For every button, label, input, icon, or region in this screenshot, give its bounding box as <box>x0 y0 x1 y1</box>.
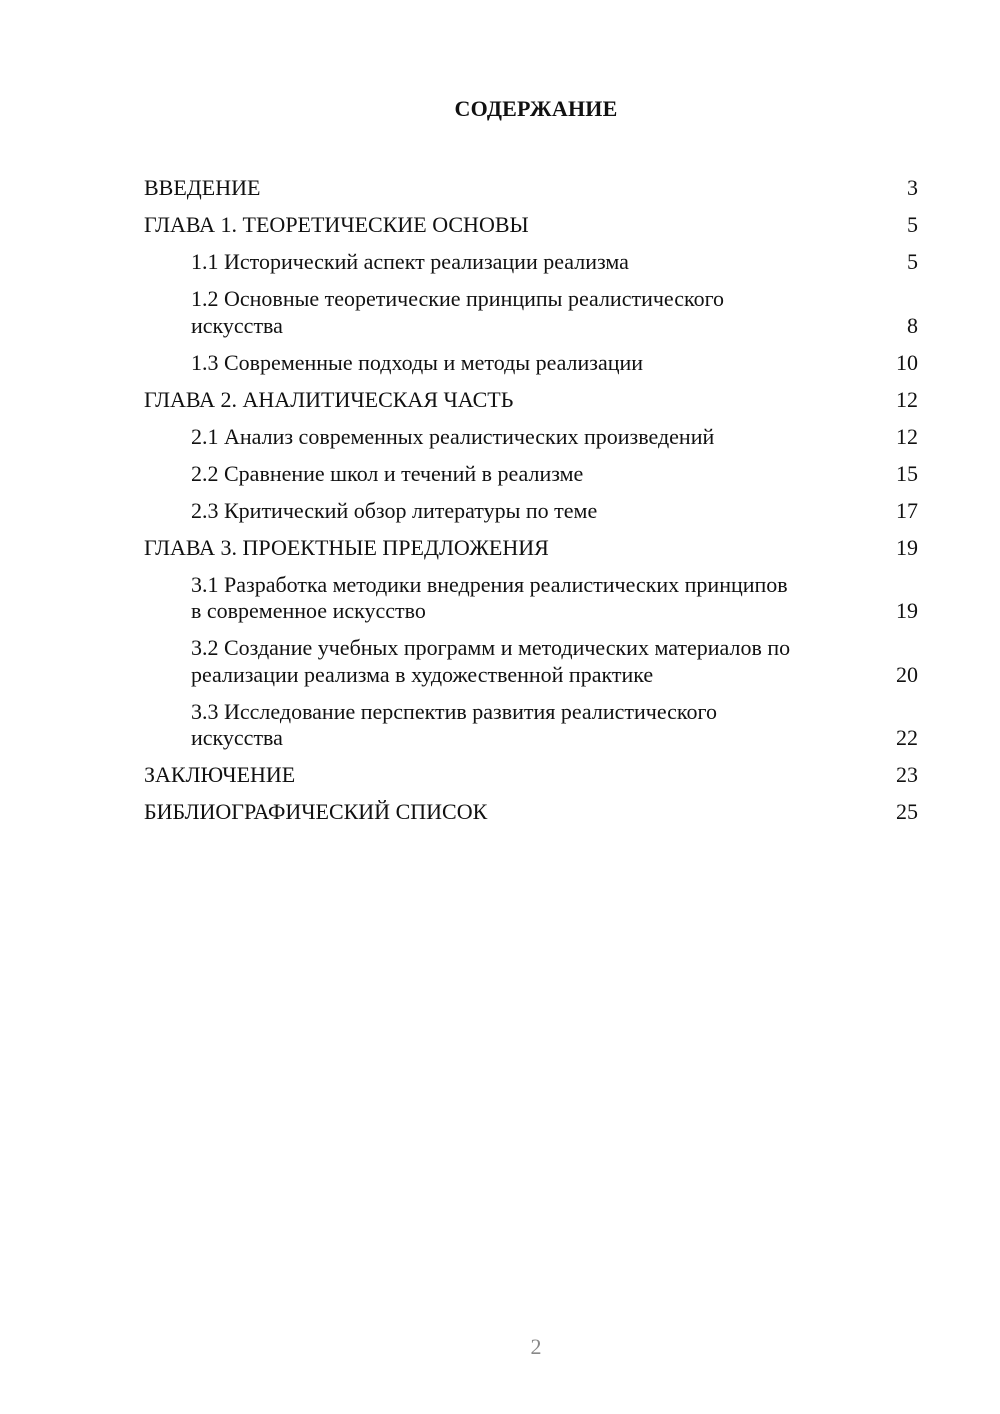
page-number: 2 <box>530 1334 542 1359</box>
toc-entry-label: 1.2 Основные теоретические принципы реалистического искусства <box>191 286 725 338</box>
toc-entry-page: 10 <box>896 349 918 375</box>
toc-entry-page: 3 <box>907 175 918 200</box>
toc-entry-page: 5 <box>907 212 918 237</box>
toc-entry-label: ЗАКЛЮЧЕНИЕ <box>144 762 296 787</box>
toc-entry-label: ГЛАВА 1. ТЕОРЕТИЧЕСКИЕ ОСНОВЫ <box>144 212 529 237</box>
toc-entry-page: 17 <box>896 497 918 523</box>
toc-entry-label: 2.1 Анализ современных реалистических произведений <box>191 423 715 449</box>
toc-entry-label: 1.1 Исторический аспект реализации реализма <box>191 249 629 274</box>
toc-entry-section-1-2 <box>144 281 918 345</box>
toc-entry-conclusion <box>144 757 918 794</box>
toc-entry-page: 19 <box>896 534 918 560</box>
toc-entry-page: 5 <box>907 249 918 274</box>
toc-entry-label: 1.3 Современные подходы и методы реализации <box>191 349 644 375</box>
toc-entry-page: 25 <box>896 799 918 824</box>
toc-entry-page: 20 <box>896 661 918 687</box>
toc-entry-page: 19 <box>896 598 918 623</box>
toc-entry-section-1-3 <box>144 345 918 382</box>
toc-entry-page: 15 <box>896 460 918 486</box>
toc-entry-section-3-2 <box>144 630 918 694</box>
toc-entry-label: БИБЛИОГРАФИЧЕСКИЙ СПИСОК <box>144 799 488 824</box>
toc-entry-label: 3.3 Исследование перспектив развития реалистического искусства <box>191 698 717 750</box>
table-of-contents <box>144 170 918 831</box>
toc-entry-chapter-3 <box>144 530 918 567</box>
toc-entry-chapter-2 <box>144 382 918 419</box>
toc-entry-section-3-1 <box>144 567 918 631</box>
toc-entry-bibliography <box>144 794 918 831</box>
toc-entry-introduction <box>144 170 918 207</box>
toc-title: СОДЕРЖАНИЕ <box>454 96 618 121</box>
toc-entry-section-2-1 <box>144 419 918 456</box>
toc-entry-page: 23 <box>896 762 918 787</box>
toc-entry-page: 8 <box>907 312 918 338</box>
toc-entry-page: 22 <box>896 725 918 750</box>
toc-entry-section-2-2 <box>144 456 918 493</box>
toc-entry-page: 12 <box>896 386 918 412</box>
toc-entry-label: ГЛАВА 2. АНАЛИТИЧЕСКАЯ ЧАСТЬ <box>144 386 514 412</box>
toc-entry-section-3-3 <box>144 694 918 758</box>
toc-entry-label: 2.3 Критический обзор литературы по теме <box>191 497 598 523</box>
toc-entry-label: 2.2 Сравнение школ и течений в реализме <box>191 460 584 486</box>
toc-entry-page: 12 <box>896 423 918 449</box>
toc-entry-label: ГЛАВА 3. ПРОЕКТНЫЕ ПРЕДЛОЖЕНИЯ <box>144 534 549 560</box>
toc-entry-section-2-3 <box>144 493 918 530</box>
toc-entry-section-1-1 <box>144 244 918 281</box>
toc-entry-label: 3.2 Создание учебных программ и методических материалов по реализации реализма в художественной практике <box>191 635 791 687</box>
toc-entry-label: ВВЕДЕНИЕ <box>144 175 261 200</box>
toc-entry-chapter-1 <box>144 207 918 244</box>
toc-entry-label: 3.1 Разработка методики внедрения реалистических принципов в современное искусство <box>191 571 788 623</box>
